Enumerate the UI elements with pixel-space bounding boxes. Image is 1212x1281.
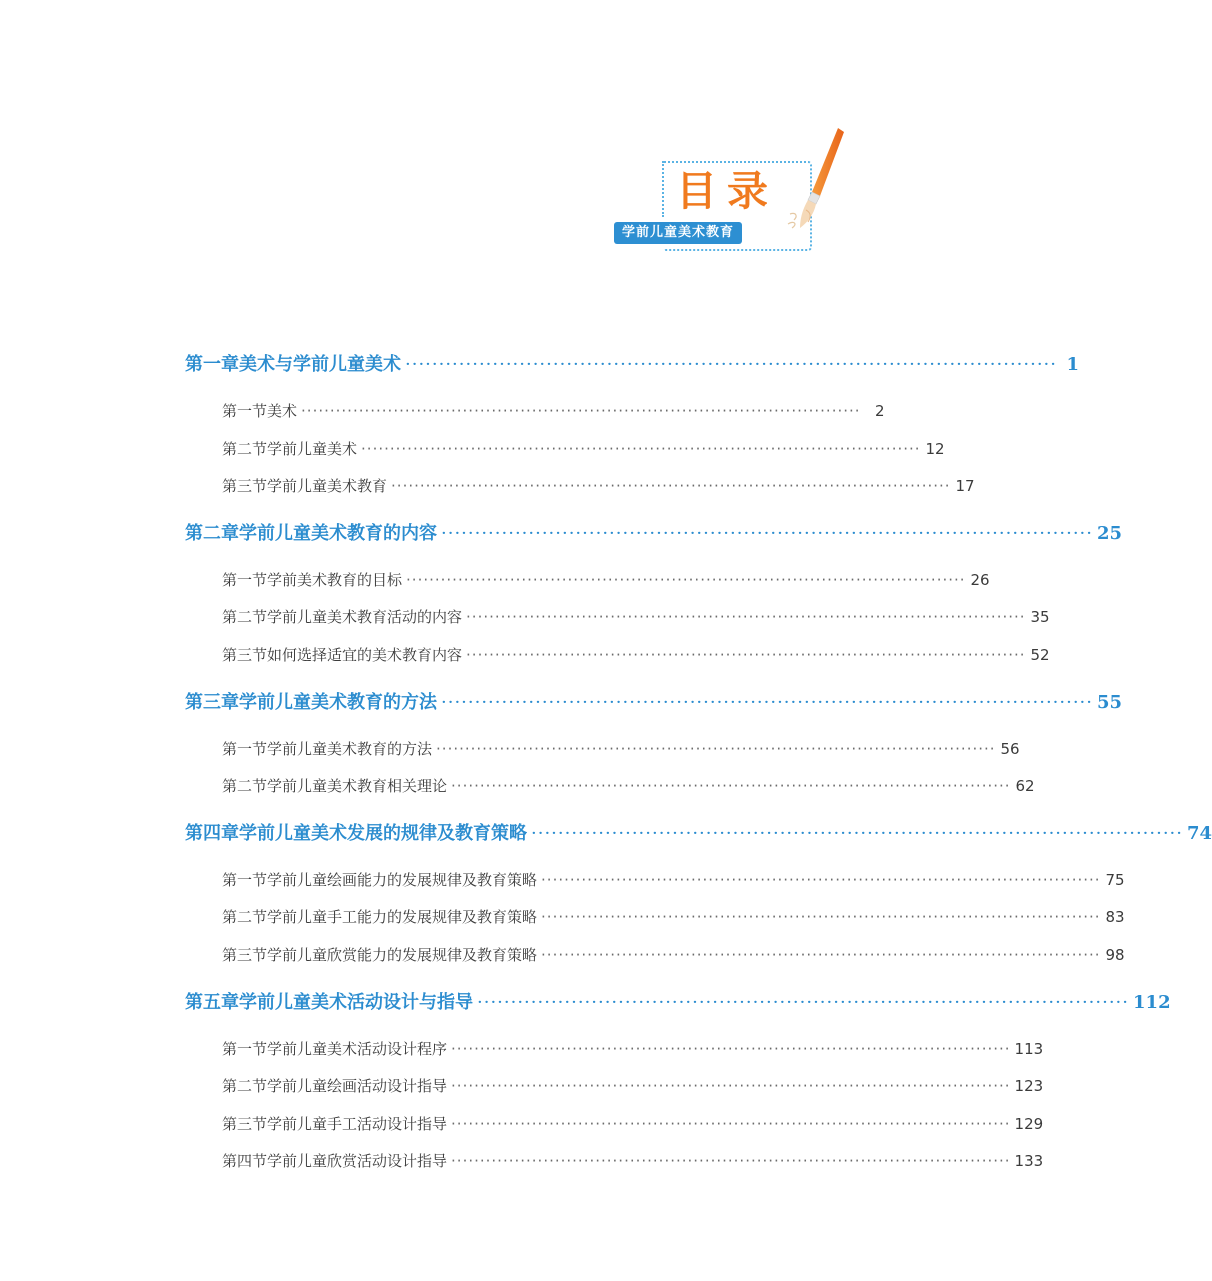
section-number: 第一节 <box>222 871 268 889</box>
toc-section-row[interactable] <box>222 569 990 590</box>
section-number: 第二节 <box>222 1077 268 1095</box>
dot-leader: ································································································· <box>451 1077 1011 1095</box>
chapter-title: 学前儿童美术教育的内容 <box>239 523 437 544</box>
section-title: 学前美术教育的目标 <box>267 571 403 589</box>
section-title: 学前儿童欣赏能力的发展规律及教育策略 <box>267 946 538 964</box>
toc-section-row[interactable] <box>222 869 1125 890</box>
section-page-number: 83 <box>1105 908 1125 926</box>
chapter-number: 第二章 <box>185 523 239 544</box>
dot-leader: ································································································· <box>541 908 1101 926</box>
dot-leader: ································································································· <box>301 402 861 420</box>
section-title: 学前儿童美术教育相关理论 <box>267 777 448 795</box>
dot-leader: ································································································· <box>441 692 1094 713</box>
section-title: 学前儿童美术教育 <box>267 477 388 495</box>
dot-leader: ································································································· <box>451 1152 1011 1170</box>
section-title: 学前儿童美术活动设计程序 <box>267 1040 448 1058</box>
section-title: 学前儿童美术教育的方法 <box>267 740 433 758</box>
dot-leader: ································································································· <box>541 946 1101 964</box>
dot-leader: ································································································· <box>451 1115 1011 1133</box>
section-number: 第二节 <box>222 440 268 458</box>
toc-section-row[interactable] <box>222 906 1125 927</box>
toc-chapter-row[interactable] <box>185 519 1123 545</box>
chapter-page-number: 55 <box>1097 692 1123 713</box>
dot-leader: ································································································· <box>466 646 1026 664</box>
section-number: 第三节 <box>222 1115 268 1133</box>
chapter-page-number: 74 <box>1187 823 1212 844</box>
section-title: 学前儿童绘画活动设计指导 <box>267 1077 448 1095</box>
dot-leader: ································································································· <box>531 823 1184 844</box>
toc-section-row[interactable] <box>222 438 945 459</box>
section-number: 第四节 <box>222 1152 268 1170</box>
dot-leader: ································································································· <box>541 871 1101 889</box>
toc-chapter-row[interactable] <box>185 988 1171 1014</box>
page-title: 目录 <box>676 167 778 215</box>
dot-leader: ································································································· <box>451 777 1011 795</box>
section-page-number: 52 <box>1030 646 1050 664</box>
toc-section-row[interactable] <box>222 475 975 496</box>
toc-section-row[interactable] <box>222 1150 1044 1171</box>
section-page-number: 123 <box>1014 1077 1044 1095</box>
section-page-number: 56 <box>1000 740 1020 758</box>
section-page-number: 17 <box>955 477 975 495</box>
section-title: 学前儿童绘画能力的发展规律及教育策略 <box>267 871 538 889</box>
chapter-number: 第四章 <box>185 823 239 844</box>
section-number: 第一节 <box>222 1040 268 1058</box>
chapter-page-number: 25 <box>1097 523 1123 544</box>
chapter-number: 第五章 <box>185 992 239 1013</box>
section-number: 第一节 <box>222 740 268 758</box>
dot-leader: ································································································· <box>406 571 966 589</box>
chapter-title: 美术与学前儿童美术 <box>239 354 401 375</box>
toc-section-row[interactable] <box>222 644 1050 665</box>
section-number: 第一节 <box>222 402 268 420</box>
section-page-number: 2 <box>875 402 885 420</box>
section-title: 学前儿童美术 <box>267 440 358 458</box>
dot-leader: ································································································· <box>361 440 921 458</box>
dot-leader: ································································································· <box>466 608 1026 626</box>
section-page-number: 113 <box>1014 1040 1044 1058</box>
dot-leader: ································································································· <box>391 477 951 495</box>
section-title: 学前儿童欣赏活动设计指导 <box>267 1152 448 1170</box>
section-number: 第三节 <box>222 477 268 495</box>
section-page-number: 98 <box>1105 946 1125 964</box>
section-title: 美术 <box>267 402 298 420</box>
section-title: 学前儿童手工能力的发展规律及教育策略 <box>267 908 538 926</box>
section-page-number: 35 <box>1030 608 1050 626</box>
title-badge-frame-edge <box>662 161 666 217</box>
section-title: 如何选择适宜的美术教育内容 <box>267 646 463 664</box>
section-number: 第二节 <box>222 908 268 926</box>
chapter-page-number: 1 <box>1066 354 1080 375</box>
toc-section-row[interactable] <box>222 1075 1044 1096</box>
toc-section-row[interactable] <box>222 400 885 421</box>
section-title: 学前儿童手工活动设计指导 <box>267 1115 448 1133</box>
dot-leader: ································································································· <box>436 740 996 758</box>
dot-leader: ································································································· <box>405 354 1058 375</box>
chapter-page-number: 112 <box>1133 992 1171 1013</box>
section-page-number: 26 <box>970 571 990 589</box>
toc-chapter-row[interactable] <box>185 819 1212 845</box>
section-number: 第三节 <box>222 646 268 664</box>
section-number: 第一节 <box>222 571 268 589</box>
chapter-number: 第三章 <box>185 692 239 713</box>
section-page-number: 75 <box>1105 871 1125 889</box>
section-page-number: 62 <box>1015 777 1035 795</box>
toc-section-row[interactable] <box>222 606 1050 627</box>
dot-leader: ································································································· <box>451 1040 1011 1058</box>
toc-section-row[interactable] <box>222 738 1020 759</box>
chapter-title: 学前儿童美术教育的方法 <box>239 692 437 713</box>
dot-leader: ································································································· <box>477 992 1130 1013</box>
section-number: 第二节 <box>222 777 268 795</box>
book-title-label: 学前儿童美术教育 <box>614 222 742 244</box>
dot-leader: ································································································· <box>441 523 1094 544</box>
toc-section-row[interactable] <box>222 1038 1044 1059</box>
section-number: 第三节 <box>222 946 268 964</box>
section-number: 第二节 <box>222 608 268 626</box>
toc-chapter-row[interactable] <box>185 688 1123 714</box>
toc-section-row[interactable] <box>222 775 1035 796</box>
section-page-number: 12 <box>925 440 945 458</box>
chapter-title: 学前儿童美术发展的规律及教育策略 <box>239 823 527 844</box>
section-title: 学前儿童美术教育活动的内容 <box>267 608 463 626</box>
section-page-number: 133 <box>1014 1152 1044 1170</box>
toc-section-row[interactable] <box>222 944 1125 965</box>
paintbrush-icon <box>786 124 856 234</box>
chapter-title: 学前儿童美术活动设计与指导 <box>239 992 473 1013</box>
section-page-number: 129 <box>1014 1115 1044 1133</box>
toc-section-row[interactable] <box>222 1113 1044 1134</box>
chapter-number: 第一章 <box>185 354 239 375</box>
toc-chapter-row[interactable] <box>185 350 1080 376</box>
